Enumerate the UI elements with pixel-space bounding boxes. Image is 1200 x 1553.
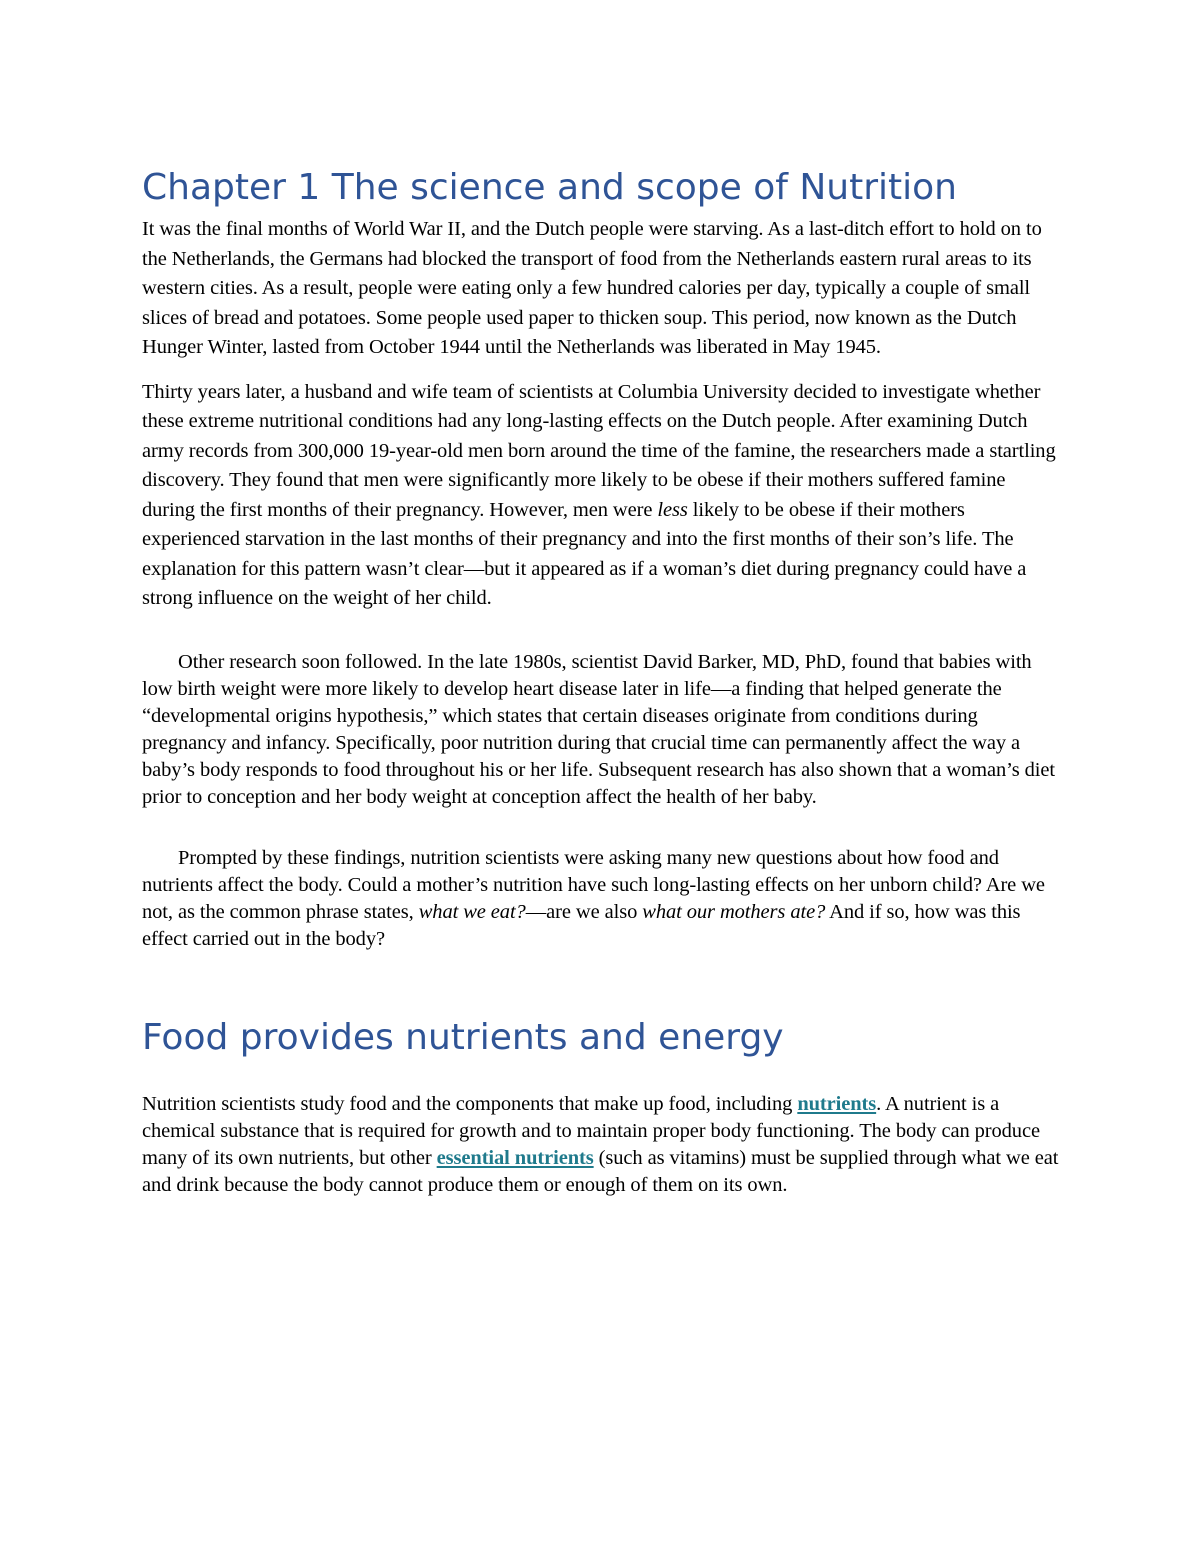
paragraph-text: Nutrition scientists study food and the components that make up food, including bbox=[142, 1092, 798, 1115]
chapter-title: Chapter 1 The science and scope of Nutrition bbox=[142, 167, 957, 208]
section-paragraph-1 bbox=[142, 1091, 1062, 1199]
paragraph-text: . A nutrient is a chemical substance that is required for growth and to maintain proper body functioning. The body can produce many of its own nutrients, but other bbox=[142, 1092, 1040, 1169]
spacer bbox=[142, 629, 1062, 649]
essential-nutrients-link[interactable]: essential nutrients bbox=[436, 1146, 594, 1169]
paragraph-text: —are we also bbox=[525, 900, 643, 923]
document-page bbox=[142, 165, 1062, 1199]
emphasis-text: less bbox=[657, 498, 688, 521]
section-title: Food provides nutrients and energy bbox=[142, 1016, 784, 1058]
paragraph-text: And if so, how was this effect carried out in the body? bbox=[142, 900, 1021, 950]
paragraph-text: likely to be obese if their mothers experienced starvation in the last months of their pregnancy and into the first months of their son’s life. The explanation for this pattern wasn’t clear—but it appeared as if a woman’s diet during pregnancy could have a strong influence on the weight of her child. bbox=[142, 498, 1027, 609]
chapter-paragraph-4 bbox=[142, 845, 1062, 953]
emphasis-text: what we eat? bbox=[418, 900, 526, 923]
chapter-paragraph-2 bbox=[142, 378, 1062, 614]
paragraph-text: (such as vitamins) must be supplied through what we eat and drink because the body cannot produce them or enough of them on its own. bbox=[142, 1146, 1059, 1196]
nutrients-link[interactable]: nutrients bbox=[797, 1092, 877, 1115]
paragraph-text: Thirty years later, a husband and wife team of scientists at Columbia University decided to investigate whether these extreme nutritional conditions had any long-lasting effects on the Dutch people. After examining Dutch army records from 300,000 19-year-old men born around the time of the famine, the researchers made a startling discovery. They found that men were significantly more likely to be obese if their mothers suffered famine during the first months of their pregnancy. However, men were bbox=[142, 380, 1056, 521]
chapter-paragraph-3: Other research soon followed. In the late 1980s, scientist David Barker, MD, PhD, found that babies with low birth weight were more likely to develop heart disease later in life—a finding that helped generate the “developmental origins hypothesis,” which states that certain diseases originate from conditions during pregnancy and infancy. Specifically, poor nutrition during that crucial time can permanently affect the way a baby’s body responds to food throughout his or her life. Subsequent research has also shown that a woman’s diet prior to conception and her body weight at conception affect the health of her baby. bbox=[142, 650, 1055, 808]
chapter-paragraph-1: It was the final months of World War II, and the Dutch people were starving. As a last-ditch effort to hold on to the Netherlands, the Germans had blocked the transport of food from the Netherlands eastern rural areas to its western cities. As a result, people were eating only a few hundred calories per day, typically a couple of small slices of bread and potatoes. Some people used paper to thicken soup. This period, now known as the Dutch Hunger Winter, lasted from October 1944 until the Netherlands was liberated in May 1945. bbox=[142, 218, 1042, 358]
emphasis-text: what our mothers ate? bbox=[642, 900, 826, 923]
paragraph-text: Prompted by these findings, nutrition scientists were asking many new questions about how food and nutrients affect the body. Could a mother’s nutrition have such long-lasting effects on her unborn child? Are we not, as the common phrase states, bbox=[142, 846, 1045, 923]
